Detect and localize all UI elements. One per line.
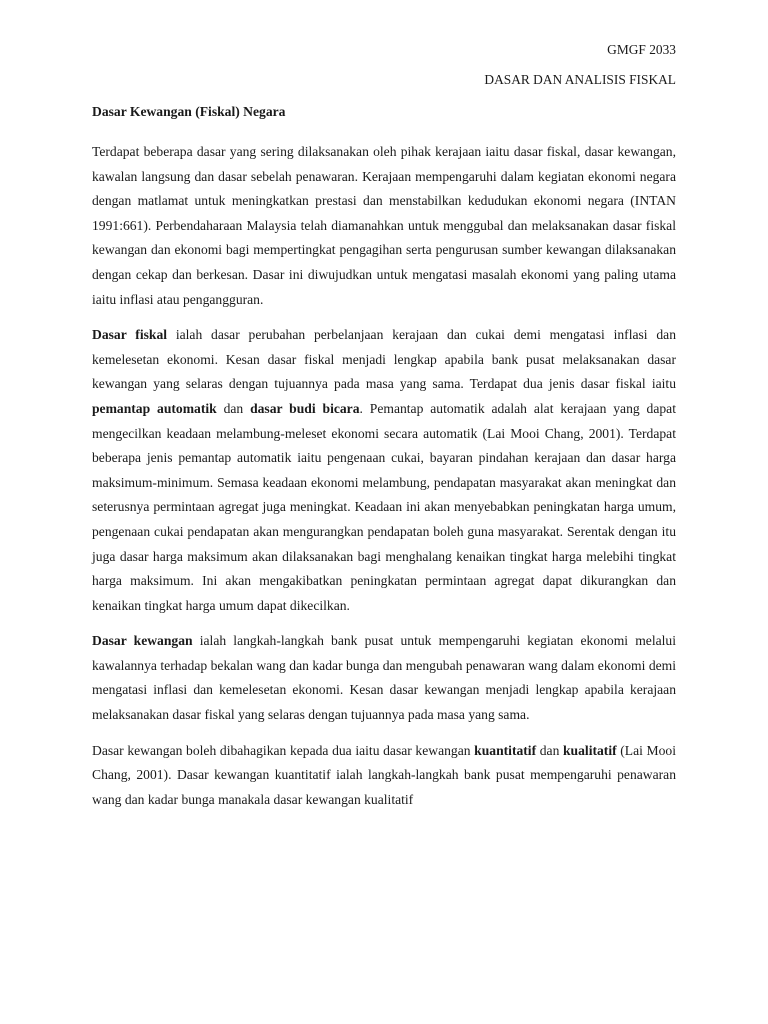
paragraph-text: (Lai Mooi Chang, 2001). Dasar kewangan kuantitatif ialah langkah-langkah bank pusat mempengaruhi penawaran wang dan kadar bunga manakala dasar kewangan kualitatif xyxy=(92,742,676,807)
document-page xyxy=(92,38,676,812)
term-kuantitatif: kuantitatif xyxy=(474,742,537,758)
paragraph-dasar-fiskal xyxy=(92,323,676,618)
term-dasar-budi-bicara: dasar budi bicara xyxy=(250,400,360,416)
course-code: GMGF 2033 xyxy=(607,42,676,57)
document-header xyxy=(92,40,676,90)
term-pemantap-automatik: pemantap automatik xyxy=(92,400,217,416)
term-dasar-fiskal: Dasar fiskal xyxy=(92,327,168,343)
paragraph-text: . Pemantap automatik adalah alat kerajaan yang dapat mengecilkan keadaan melambung-meleset ekonomi secara automatik (Lai Mooi Chang, 2001). Terdapat beberapa jenis pemantap automatik iaitu pengenaan cukai, bayaran pindahan kerajaan dan dasar harga maksimum-minimum. Semasa keadaan ekonomi melambung, pendapatan masyarakat akan meningkat dan seterusnya permintaan agregat juga meningkat. Keadaan ini akan menyebabkan peningkatan harga umum, pengenaan cukai pendapatan akan mengurangkan pendapatan boleh guna masyarakat. Serentak dengan itu juga dasar harga maksimum akan dilaksanakan bagi menghalang kenaikan tingkat harga melebihi tingkat harga maksimum. Ini akan mengakibatkan peningkatan permintaan agregat dapat dikurangkan dan kenaikan tingkat harga umum dapat dikecilkan. xyxy=(92,400,676,613)
paragraph-intro: Terdapat beberapa dasar yang sering dilaksanakan oleh pihak kerajaan iaitu dasar fiskal, dasar kewangan, kawalan langsung dan dasar sebelah penawaran. Kerajaan mempengaruhi dalam kegiatan ekonomi negara dengan matlamat untuk meningkatkan prestasi dan menstabilkan kedudukan ekonomi negara (INTAN 1991:661). Perbendaharaan Malaysia telah diamanahkan untuk menggubal dan melaksanakan dasar fiskal kewangan dan ekonomi bagi mempertingkat pengagihan serta pengurusan sumber kewangan dilaksanakan dengan cekap dan berkesan. Dasar ini diwujudkan untuk mengatasi masalah ekonomi yang paling utama iaitu inflasi atau pengangguran. xyxy=(92,144,676,307)
paragraph-text: ialah dasar perubahan perbelanjaan kerajaan dan cukai demi mengatasi inflasi dan kemelesetan ekonomi. Kesan dasar fiskal menjadi lengkap apabila bank pusat melaksanakan dasar kewangan yang selaras dengan tujuannya pada masa yang sama. Terdapat dua jenis dasar fiskal iaitu xyxy=(92,327,676,392)
paragraph-text: dan xyxy=(216,400,251,416)
course-name: DASAR DAN ANALISIS FISKAL xyxy=(484,72,676,87)
paragraph-text: dan xyxy=(536,742,563,758)
paragraph-dasar-kewangan xyxy=(92,629,676,727)
term-dasar-kewangan: Dasar kewangan xyxy=(92,633,193,649)
paragraph-jenis-kewangan xyxy=(92,739,676,813)
section-heading: Dasar Kewangan (Fiskal) Negara xyxy=(92,104,286,119)
paragraph-text: ialah langkah-langkah bank pusat untuk mempengaruhi kegiatan ekonomi melalui kawalannya terhadap bekalan wang dan kadar bunga dan mengubah penawaran wang dalam ekonomi demi mengatasi inflasi dan kemelesetan ekonomi. Kesan dasar kewangan menjadi lengkap apabila kerajaan melaksanakan dasar fiskal yang selaras dengan tujuannya pada masa yang sama. xyxy=(92,633,676,723)
paragraph-text: Dasar kewangan boleh dibahagikan kepada dua iaitu dasar kewangan xyxy=(92,742,475,758)
term-kualitatif: kualitatif xyxy=(563,742,617,758)
